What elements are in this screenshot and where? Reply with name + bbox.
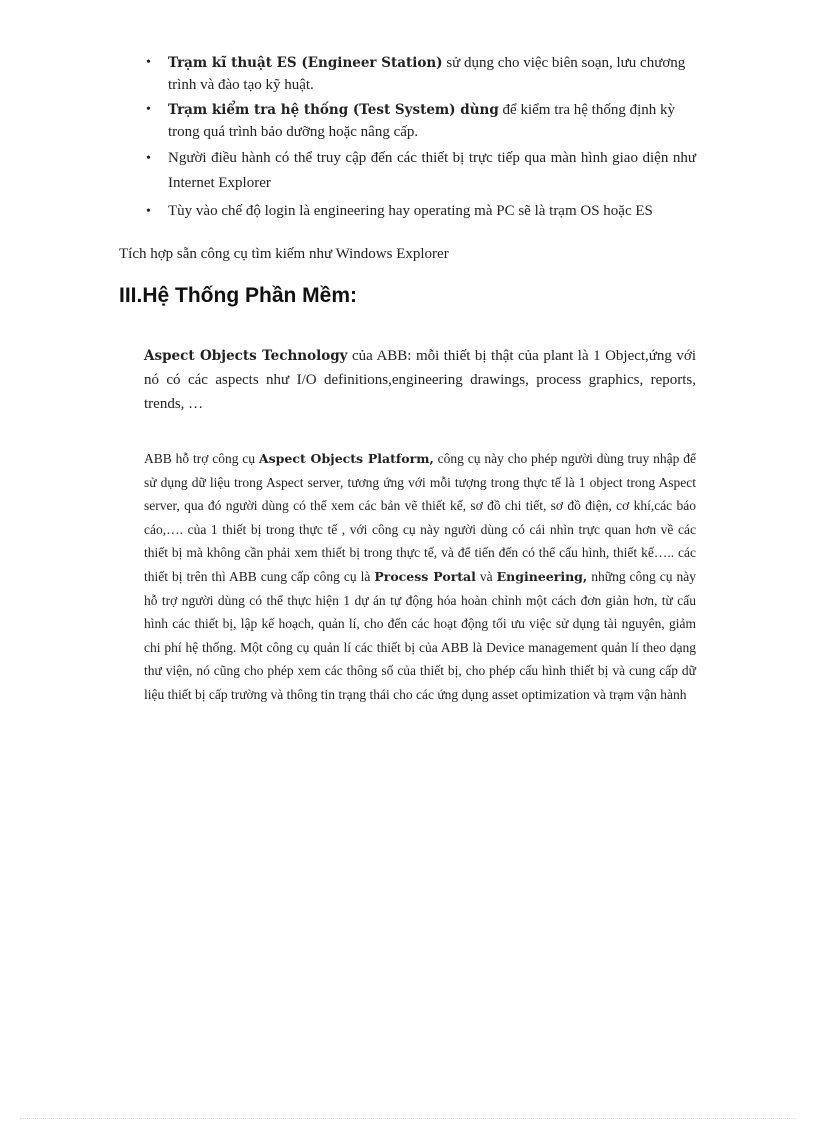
bullet-text: Tùy vào chế độ login là engineering hay operating mà PC sẽ là trạm OS hoặc ES	[168, 203, 653, 219]
bullet-list	[144, 52, 696, 227]
page-bottom-divider	[20, 1118, 796, 1119]
tail-line: Tích hợp sẵn công cụ tìm kiếm như Windows Explorer	[119, 246, 449, 262]
bullet-bold-text: Trạm kiểm tra hệ thống (Test System) dùng	[168, 102, 499, 118]
section-heading: III.Hệ Thống Phần Mềm:	[119, 284, 358, 307]
bullet-text: Người điều hành có thể truy cập đến các thiết bị trực tiếp qua màn hình giao diện như Internet Explorer	[168, 150, 696, 191]
bullet-dot-icon: •	[146, 55, 151, 70]
bullet-text: sử dụng cho việc biên soạn, lưu chương trình và đào tạo kỹ huật.	[168, 55, 686, 93]
paragraph-abb-platform	[144, 447, 696, 707]
paragraph-bold-term: Engineering,	[496, 568, 588, 584]
bullet-text: để kiểm tra hệ thống định kỳ trong quá trình bảo dưỡng hoặc nâng cấp.	[168, 102, 676, 140]
paragraph-text: của ABB: mỗi thiết bị thật của plant là 1 Object,ứng với nó có các aspects như I/O definitions,engineering drawings, process graphics, reports, trends, …	[144, 348, 697, 412]
paragraph-text: công cụ này cho phép người dùng truy nhập để sử dụng dữ liệu trong Aspect server, tương ứng với mỗi tượng trong thực tế là 1 object trong Aspect server, qua đó người dùng có thể xem các bản vẽ thiết kế, sơ đồ chi tiết, sơ đồ điện, cơ khí,các báo cáo,…. của 1 thiết bị trong thực tế , với công cụ này người dùng có cái nhìn trực quan hơn về các thiết bị mà không cần phải xem thiết bị trong thực tế, và để tiến đến có thể cấu hình, thiết kế….. các thiết bị trên thì ABB cung cấp công cụ là	[144, 451, 696, 584]
bullet-item-operator-access	[144, 146, 696, 196]
bullet-item-login-mode	[144, 199, 696, 224]
paragraph-text: ABB hỗ trợ công cụ	[144, 451, 259, 466]
bullet-dot-icon: •	[146, 204, 151, 219]
bullet-item-test-system	[144, 99, 696, 143]
bullet-bold-text: Trạm kĩ thuật ES (Engineer Station)	[168, 55, 443, 71]
paragraph-text: và	[475, 568, 497, 584]
bullet-item-engineer-station	[144, 52, 696, 96]
paragraph-bold-term: Process Portal	[374, 568, 476, 584]
paragraph-text: những công cụ này hỗ trợ người dùng có thể thực hiện 1 dự án tự động hóa hoàn chỉnh một cách đơn giản hơn, từ cấu hình các thiết bị, lập kế hoạch, quản lí, cho đến các hoạt động tối ưu việc sử dụng tài nguyên, giảm chi phí hệ thống. Một công cụ quản lí các thiết bị của ABB là Device management quản lí theo dạng thư viện, nó cũng cho phép xem các thông số của thiết bị, cho phép cấu hình thiết bị và cung cấp dữ liệu thiết bị cấp trường và thông tin trạng thái cho các ứng dụng asset optimization và trạm vận hành	[144, 568, 697, 702]
paragraph-bold-term: Aspect Objects Technology	[144, 348, 348, 364]
paragraph-bold-term: Aspect Objects Platform,	[258, 451, 434, 466]
bullet-dot-icon: •	[146, 102, 151, 117]
bullet-dot-icon: •	[146, 151, 151, 166]
paragraph-aspect-objects	[144, 344, 696, 416]
